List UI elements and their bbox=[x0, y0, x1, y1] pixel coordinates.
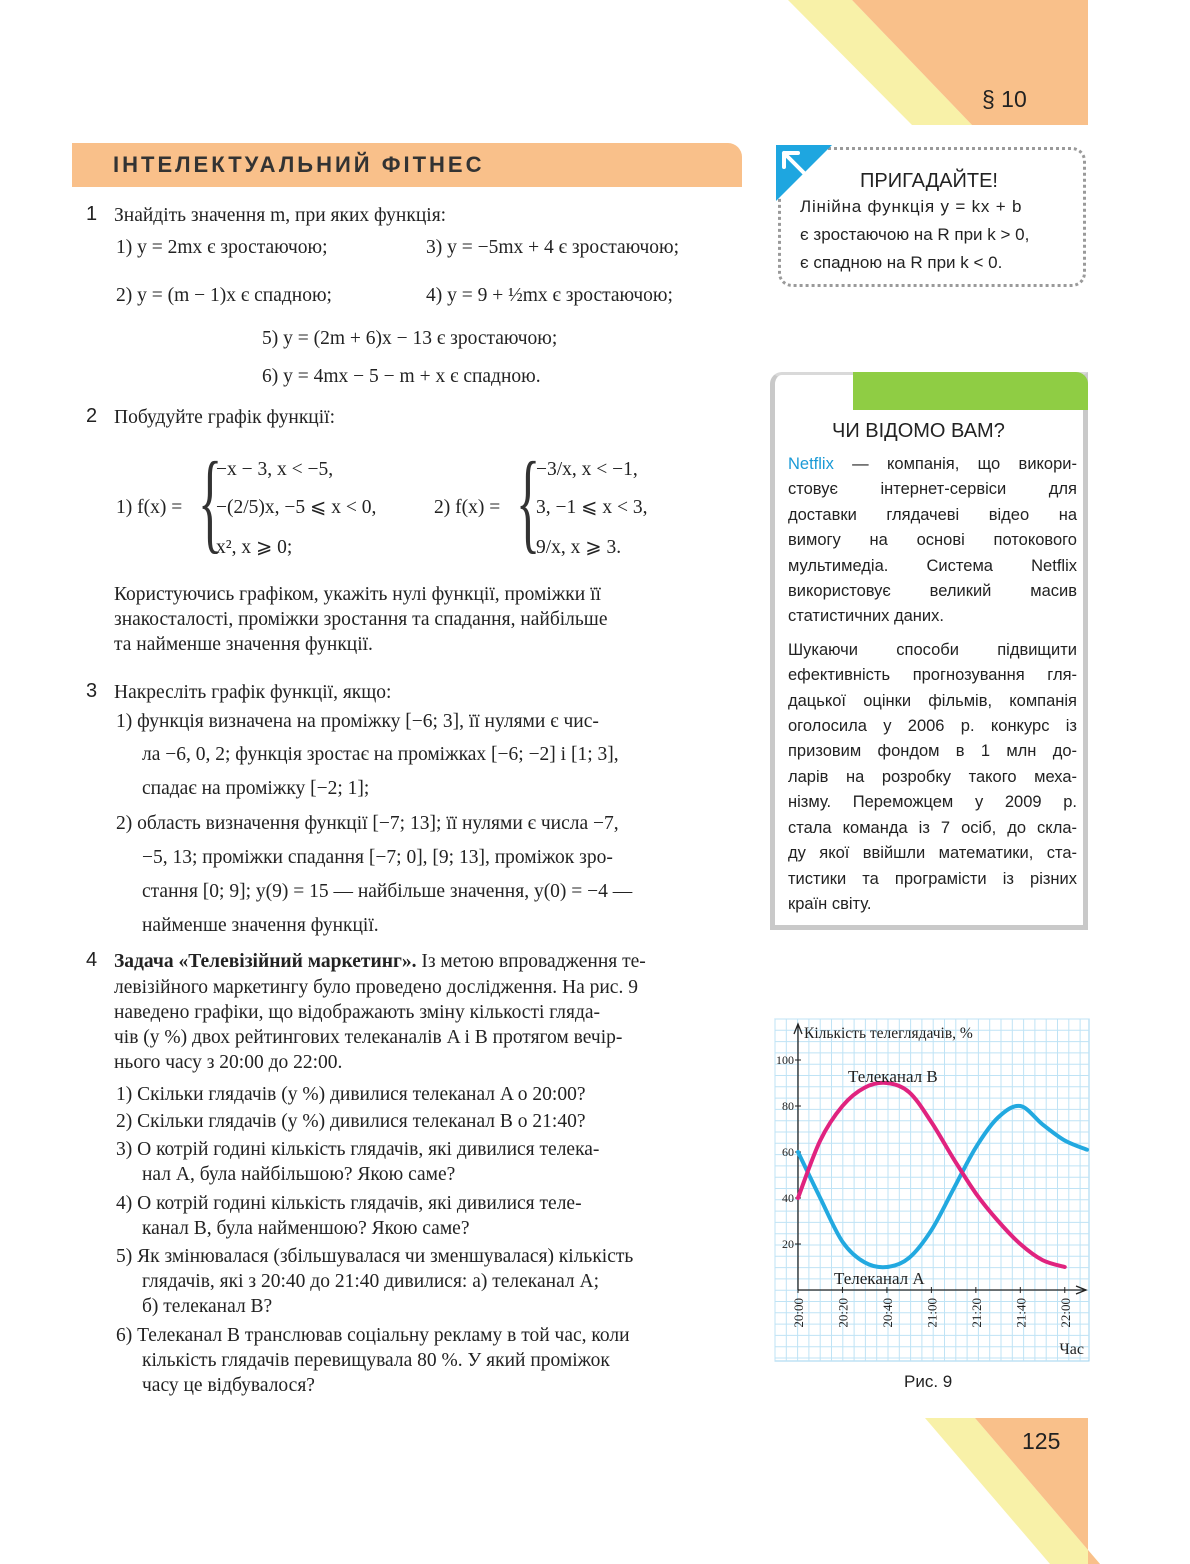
x-tick-label: 21:00 bbox=[924, 1298, 940, 1328]
task1-item-4: 4) y = 9 + ½mx є зростаючою; bbox=[426, 285, 673, 306]
paragraph-number: § 10 bbox=[982, 86, 1027, 112]
info-p1-line-1 bbox=[788, 452, 1077, 477]
task3-line-7: найменше значення функції. bbox=[142, 915, 379, 936]
task2-f1-case-3: x², x ⩾ 0; bbox=[216, 537, 293, 558]
task4-question-5-line-2: глядачів, які з 20:40 до 21:40 дивилися: а) телеканал A; bbox=[142, 1271, 600, 1292]
remember-box-line-3: є спадною на R при k < 0. bbox=[800, 253, 1003, 272]
info-p1-line-3: доставки глядачеві відео на bbox=[788, 505, 1077, 524]
task4-intro-line-4: нього часу з 20:00 до 22:00. bbox=[114, 1052, 343, 1073]
viewers-chart bbox=[774, 1018, 1090, 1362]
task4-question-4-line-1: 4) О котрій годині кількість глядачів, які дивилися теле- bbox=[116, 1193, 582, 1214]
task4-question-3-line-2: нал A, була найбільшою? Якою саме? bbox=[142, 1164, 456, 1185]
section-title: ІНТЕЛЕКТУАЛЬНИЙ ФІТНЕС bbox=[113, 152, 485, 177]
task4-intro-line-3: чів (у %) двох рейтингових телеканалів A і B протягом вечір- bbox=[114, 1027, 623, 1048]
task2-f1-case-2: −(2/5)x, −5 ⩽ x < 0, bbox=[216, 497, 377, 518]
task4-title: Задача «Телевізійний маркетинг». bbox=[114, 951, 417, 972]
y-tick-label: 40 bbox=[782, 1191, 794, 1205]
task3-intro: Накресліть графік функції, якщо: bbox=[114, 682, 392, 703]
task2-number: 2 bbox=[86, 405, 98, 427]
remember-box-title: ПРИГАДАЙТЕ! bbox=[860, 170, 998, 192]
task2-f1-case-1: −x − 3, x < −5, bbox=[216, 459, 334, 480]
task4-question-2: 2) Скільки глядачів (у %) дивилися телеканал B о 21:40? bbox=[116, 1111, 586, 1132]
figure-caption: Рис. 9 bbox=[904, 1372, 953, 1391]
task4-number: 4 bbox=[86, 949, 98, 971]
task3-line-6: стання [0; 9]; y(9) = 15 — найбільше значення, y(0) = −4 — bbox=[142, 881, 633, 902]
task3-line-2: ла −6, 0, 2; функція зростає на проміжках [−6; −2] і [1; 3], bbox=[142, 744, 619, 765]
info-box-tab-cover bbox=[853, 372, 1088, 410]
info-p2-line-10: тистики та програмісти із різних bbox=[788, 869, 1077, 888]
info-p1-line-4: вимогу на основі потокового bbox=[788, 531, 1077, 550]
info-p1-first: — компанія, що викори- bbox=[833, 455, 1077, 473]
info-p1-line-5: мультимедіа. Система Netflix bbox=[788, 556, 1077, 575]
x-tick-label: 20:40 bbox=[879, 1298, 895, 1328]
task1-number: 1 bbox=[86, 203, 98, 225]
task2-text-line-3: та найменше значення функції. bbox=[114, 634, 373, 655]
task3-line-5: −5, 13; проміжки спадання [−7; 0], [9; 13], проміжок зро- bbox=[142, 847, 613, 868]
info-p2-line-2: ефективність прогнозування гля- bbox=[788, 666, 1077, 685]
remember-box-line-1: Лінійна функція y = kx + b bbox=[800, 197, 1023, 216]
info-p2-line-1: Шукаючи способи підвищити bbox=[788, 640, 1077, 659]
info-box-title: ЧИ ВІДОМО ВАМ? bbox=[832, 420, 1005, 442]
remember-box-line-2: є зростаючою на R при k > 0, bbox=[800, 225, 1030, 244]
x-tick-label: 21:40 bbox=[1013, 1298, 1029, 1328]
info-p2-line-6: ларів на розробку такого меха- bbox=[788, 767, 1077, 786]
y-tick-label: 20 bbox=[782, 1237, 794, 1251]
info-box-text bbox=[788, 452, 1077, 917]
task1-item-5: 5) y = (2m + 6)x − 13 є зростаючою; bbox=[262, 328, 558, 349]
task2-f2-case-1: −3/x, x < −1, bbox=[536, 459, 638, 480]
info-p1-line-7: статистичних даних. bbox=[788, 607, 944, 626]
netflix-highlight: Netflix bbox=[788, 455, 834, 473]
x-axis-label: Час bbox=[1059, 1341, 1084, 1358]
info-p2-line-3: дацької оцінки фільмів, компанія bbox=[788, 691, 1077, 710]
y-axis-label: Кількість телеглядачів, % bbox=[804, 1025, 973, 1042]
bottom-corner-decoration bbox=[0, 1400, 1190, 1564]
task4-question-6-line-1: 6) Телеканал B транслював соціальну рекламу в той час, коли bbox=[116, 1325, 630, 1346]
y-tick-label: 100 bbox=[776, 1053, 794, 1067]
task3-line-4: 2) область визначення функції [−7; 13]; її нулями є числа −7, bbox=[116, 813, 619, 834]
info-p2-line-7: нізму. Переможцем у 2009 р. bbox=[788, 793, 1077, 812]
task4-question-1: 1) Скільки глядачів (у %) дивилися телеканал A о 20:00? bbox=[116, 1084, 586, 1105]
task1-item-6: 6) y = 4mx − 5 − m + x є спадною. bbox=[262, 366, 541, 387]
task3-line-1: 1) функція визначена на проміжку [−6; 3], її нулями є чис- bbox=[116, 711, 599, 732]
series-label-b: Телеканал B bbox=[848, 1067, 938, 1086]
series-label-a: Телеканал A bbox=[834, 1269, 925, 1288]
y-tick-label: 60 bbox=[782, 1145, 794, 1159]
page-number: 125 bbox=[1022, 1428, 1061, 1454]
y-tick-label: 80 bbox=[782, 1099, 794, 1113]
info-p2-line-8: стала команда із 7 осіб, до скла- bbox=[788, 818, 1077, 837]
task2-f2-case-3: 9/x, x ⩾ 3. bbox=[536, 537, 622, 558]
info-p1-line-2: стовує інтернет-сервіси для bbox=[788, 480, 1077, 499]
task1-intro: Знайдіть значення m, при яких функція: bbox=[114, 205, 447, 226]
task2-f1-label: 1) f(x) = bbox=[116, 497, 183, 518]
task2-text-line-2: знакосталості, проміжки зростання та спадання, найбільше bbox=[114, 609, 608, 630]
task4-question-6-line-2: кількість глядачів перевищувала 80 %. У який проміжок bbox=[142, 1350, 610, 1371]
task1-item-3: 3) y = −5mx + 4 є зростаючою; bbox=[426, 237, 680, 258]
task4-question-4-line-2: канал B, була найменшою? Якою саме? bbox=[142, 1218, 470, 1239]
task1-item-1: 1) y = 2mx є зростаючою; bbox=[116, 237, 328, 258]
task4-question-5-line-1: 5) Як змінювалася (збільшувалася чи зменшувалася) кількість bbox=[116, 1246, 634, 1267]
task2-f1-brace: { bbox=[198, 440, 223, 564]
x-tick-label: 20:00 bbox=[791, 1298, 806, 1328]
x-tick-label: 21:20 bbox=[968, 1298, 984, 1328]
x-tick-label: 20:20 bbox=[835, 1298, 851, 1328]
task4-question-6-line-3: часу це відбувалося? bbox=[142, 1375, 315, 1396]
task2-intro: Побудуйте графік функції: bbox=[114, 407, 335, 428]
task1-item-2: 2) y = (m − 1)x є спадною; bbox=[116, 285, 332, 306]
task3-number: 3 bbox=[86, 680, 98, 702]
task2-f2-brace: { bbox=[516, 440, 541, 564]
info-p2-line-5: призовим фондом в 1 млн до- bbox=[788, 742, 1077, 761]
task4-intro-first: Із метою впровадження те- bbox=[416, 951, 646, 972]
task2-f2-case-2: 3, −1 ⩽ x < 3, bbox=[536, 497, 648, 518]
task4-question-3-line-1: 3) О котрій годині кількість глядачів, які дивилися телека- bbox=[116, 1139, 600, 1160]
info-p2-line-4: оголосила у 2006 р. конкурс із bbox=[788, 717, 1077, 736]
top-corner-decoration bbox=[0, 0, 1190, 140]
x-tick-label: 22:00 bbox=[1057, 1298, 1073, 1328]
info-p1-line-6: використовує великий масив bbox=[788, 582, 1077, 601]
task2-text-line-1: Користуючись графіком, укажіть нулі функції, проміжки її bbox=[114, 584, 601, 605]
task4-intro-line-1: левізійного маркетингу було проведено дослідження. На рис. 9 bbox=[114, 977, 638, 998]
task4-first-line bbox=[114, 949, 646, 975]
task4-question-5-line-3: б) телеканал B? bbox=[142, 1296, 273, 1317]
task3-line-3: спадає на проміжку [−2; 1]; bbox=[142, 778, 370, 799]
info-p2-line-9: ду якої ввійшли математики, ста- bbox=[788, 844, 1077, 863]
info-p2-line-11: країн світу. bbox=[788, 894, 872, 913]
task2-f2-label: 2) f(x) = bbox=[434, 497, 501, 518]
task4-intro-line-2: наведено графіки, що відображають зміну кількості гляда- bbox=[114, 1002, 601, 1023]
